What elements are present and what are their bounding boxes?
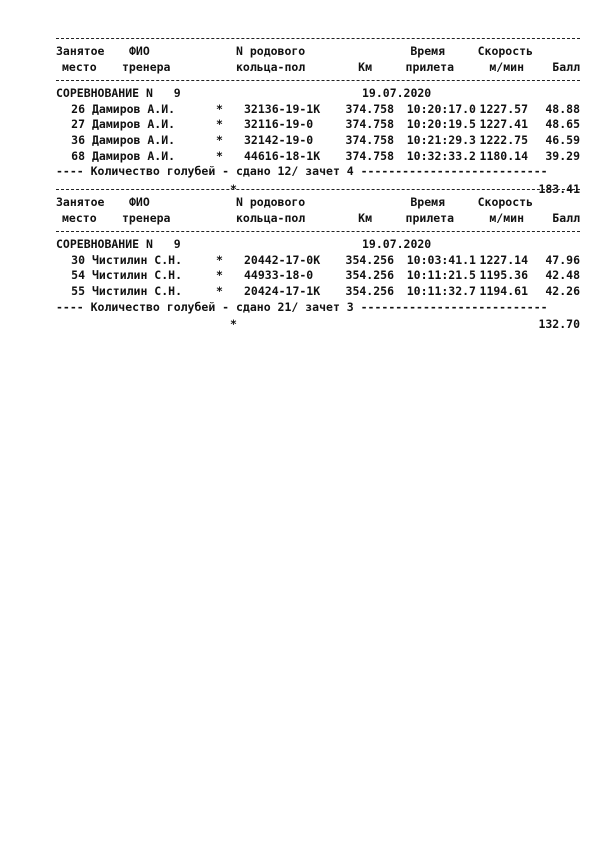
header-time: прилета	[405, 210, 454, 225]
table-row	[56, 284, 580, 300]
summary-text: ---- Количество голубей - сдано 21/ зачет 3 ---------------------------	[56, 299, 548, 314]
total-points: 183.41	[538, 181, 580, 196]
points: 46.59	[545, 132, 580, 147]
competition-title-row	[56, 237, 580, 253]
ring-number: 32142-19-0	[244, 132, 314, 147]
competition-date: 19.07.2020	[362, 86, 432, 101]
arrival-time: 10:20:19.5	[406, 117, 476, 132]
table-row	[56, 117, 580, 133]
table-row	[56, 268, 580, 284]
header-points: Балл	[552, 210, 580, 225]
header-row	[56, 44, 580, 60]
points: 42.48	[545, 268, 580, 283]
distance-km: 354.256	[345, 252, 394, 267]
speed: 1195.36	[479, 268, 528, 283]
arrival-time: 10:11:32.7	[406, 283, 476, 298]
results-block	[56, 33, 580, 197]
speed: 1222.75	[479, 132, 528, 147]
ring-number: 20424-17-1К	[244, 283, 321, 298]
header-row	[56, 211, 580, 227]
distance-km: 374.758	[345, 132, 394, 147]
trainer-name: Чистилин С.Н.	[92, 283, 183, 298]
ring-number: 32136-19-1К	[244, 101, 321, 116]
star-mark: *	[216, 252, 223, 267]
header-name: ФИО	[129, 44, 150, 58]
distance-km: 354.256	[345, 283, 394, 298]
distance-km: 374.758	[345, 117, 394, 132]
dashed-rule	[56, 189, 580, 190]
speed: 1227.57	[479, 101, 528, 116]
trainer-name: Дамиров А.И.	[92, 132, 176, 147]
ring-number: 32116-19-0	[244, 117, 314, 132]
total-row	[56, 317, 580, 333]
header-rank: Занятое	[56, 44, 105, 58]
star-mark: *	[216, 132, 223, 147]
rank: 55	[71, 283, 85, 298]
ring-number: 20442-17-0К	[244, 252, 321, 267]
header-name: тренера	[122, 210, 171, 225]
total-mark: *	[230, 317, 237, 332]
header-time: Время	[410, 195, 445, 209]
trainer-name: Дамиров А.И.	[92, 101, 176, 116]
star-mark: *	[216, 148, 223, 163]
header-rank: место	[62, 59, 97, 74]
speed: 1227.14	[479, 252, 528, 267]
ring-number: 44933-18-0	[244, 268, 314, 283]
points: 48.88	[545, 101, 580, 116]
header-ring: N родового	[236, 195, 306, 209]
points: 48.65	[545, 117, 580, 132]
arrival-time: 10:21:29.3	[406, 132, 476, 147]
header-ring: кольца-пол	[236, 59, 306, 74]
competition-title: СОРЕВНОВАНИЕ N 9	[56, 86, 181, 101]
competition-title-row	[56, 86, 580, 102]
header-rank: Занятое	[56, 195, 105, 209]
distance-km: 354.256	[345, 268, 394, 283]
header-speed: м/мин	[489, 210, 524, 225]
ring-number: 44616-18-1К	[244, 148, 321, 163]
distance-km: 374.758	[345, 148, 394, 163]
points: 47.96	[545, 252, 580, 267]
points: 39.29	[545, 148, 580, 163]
rank: 36	[71, 132, 85, 147]
summary-line	[56, 300, 580, 316]
header-row	[56, 60, 580, 76]
header-speed: м/мин	[489, 59, 524, 74]
summary-line	[56, 164, 580, 180]
points: 42.26	[545, 283, 580, 298]
total-mark: *	[230, 181, 237, 196]
results-block	[56, 181, 580, 333]
arrival-time: 10:11:21.5	[406, 268, 476, 283]
trainer-name: Чистилин С.Н.	[92, 252, 183, 267]
speed: 1194.61	[479, 283, 528, 298]
header-name: тренера	[122, 59, 171, 74]
rank: 54	[71, 268, 85, 283]
header-row	[56, 195, 580, 211]
header-time: прилета	[405, 59, 454, 74]
rank: 27	[71, 117, 85, 132]
rank: 68	[71, 148, 85, 163]
trainer-name: Чистилин С.Н.	[92, 268, 183, 283]
arrival-time: 10:32:33.2	[406, 148, 476, 163]
header-name: ФИО	[129, 195, 150, 209]
star-mark: *	[216, 101, 223, 116]
trainer-name: Дамиров А.И.	[92, 117, 176, 132]
table-row	[56, 102, 580, 118]
star-mark: *	[216, 283, 223, 298]
header-ring: кольца-пол	[236, 210, 306, 225]
rank: 30	[71, 252, 85, 267]
table-row	[56, 253, 580, 269]
header-km: Км	[358, 210, 372, 225]
summary-text: ---- Количество голубей - сдано 12/ зачет 4 ---------------------------	[56, 164, 548, 179]
dashed-rule	[56, 231, 580, 232]
star-mark: *	[216, 268, 223, 283]
header-rank: место	[62, 210, 97, 225]
dashed-rule	[56, 38, 580, 39]
competition-title: СОРЕВНОВАНИЕ N 9	[56, 237, 181, 252]
star-mark: *	[216, 117, 223, 132]
arrival-time: 10:03:41.1	[406, 252, 476, 267]
table-row	[56, 149, 580, 165]
header-points: Балл	[552, 59, 580, 74]
competition-date: 19.07.2020	[362, 237, 432, 252]
total-points: 132.70	[538, 317, 580, 332]
distance-km: 374.758	[345, 101, 394, 116]
speed: 1180.14	[479, 148, 528, 163]
rank: 26	[71, 101, 85, 116]
header-ring: N родового	[236, 44, 306, 58]
header-time: Время	[410, 44, 445, 58]
trainer-name: Дамиров А.И.	[92, 148, 176, 163]
header-speed: Скорость	[477, 195, 533, 209]
header-speed: Скорость	[477, 44, 533, 58]
table-row	[56, 133, 580, 149]
dashed-rule	[56, 80, 580, 81]
arrival-time: 10:20:17.0	[406, 101, 476, 116]
header-km: Км	[358, 59, 372, 74]
speed: 1227.41	[479, 117, 528, 132]
